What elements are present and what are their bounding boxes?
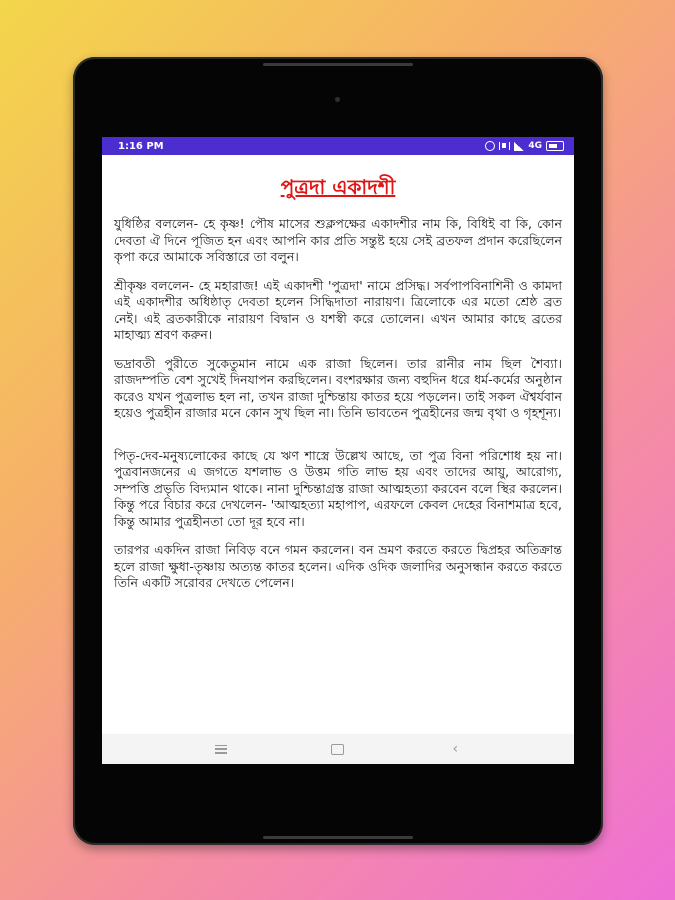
vibrate-icon — [499, 142, 510, 150]
article-content[interactable] — [102, 155, 574, 731]
status-bar — [102, 137, 574, 155]
status-icons — [485, 141, 564, 151]
navigation-bar — [102, 734, 574, 764]
back-button[interactable] — [440, 741, 470, 757]
tablet-top-bezel — [263, 63, 413, 66]
device-screen — [102, 137, 574, 764]
article-paragraph: ভদ্রাবতী পুরীতে সুকেতুমান নামে এক রাজা ছিলেন। তার রানীর নাম ছিল শৈব্যা। রাজদম্পতি বেশ সুখেই দিনযাপন করছিলেন। বংশরক্ষার জন্য বহুদিন ধরে ধর্ম-কর্মের অনুষ্ঠান করেও যখন পুত্রলাভ হল না, তখন রাজা দুশ্চিন্তায় কাতর হয়ে পড়লেন। তাই সকল ঐশ্বর্যবান হয়েও পুত্রহীন রাজার মনে কোন সুখ ছিল না। তিনি ভাবতেন পুত্রহীনের জন্ম বৃথা ও গৃহশূন্য। — [114, 355, 562, 420]
article-title: পুত্রদা একাদশী — [280, 175, 396, 199]
article-paragraph: তারপর একদিন রাজা নিবিড় বনে গমন করলেন। বন ভ্রমণ করতে করতে দ্বিপ্রহর অতিক্রান্ত হলে রাজা ক্ষুধা-তৃষ্ণায় অত্যন্ত কাতর হলেন। এদিক ওদিক জলাদির অনুসন্ধান করতে করতে তিনি একটি সরোবর দেখতে পেলেন। — [114, 542, 562, 590]
alarm-icon — [485, 141, 495, 151]
back-icon: ‹ — [452, 741, 459, 757]
network-type: 4G — [528, 141, 542, 151]
recents-icon — [215, 745, 227, 754]
signal-icon — [514, 142, 524, 151]
status-time: 1:16 PM — [118, 140, 164, 152]
tablet-frame — [73, 57, 603, 845]
article-paragraph: শ্রীকৃষ্ণ বললেন- হে মহারাজ! এই একাদশী 'পুত্রদা' নামে প্রসিদ্ধ। সর্বপাপবিনাশিনী ও কামদা এই একাদশীর অধিষ্ঠাতৃ দেবতা হলেন সিদ্ধিদাতা নারায়ণ। ত্রিলোকে এর মতো শ্রেষ্ঠ ব্রত নেই। এই ব্রতকারীকে নারায়ণ বিদ্বান ও যশস্বী করে তোলেন। এখন আমার কাছে ব্রতের মাহাত্ম্য শ্রবণ করুন। — [114, 277, 562, 342]
home-icon — [331, 744, 344, 755]
recents-button[interactable] — [206, 745, 236, 754]
article-paragraph: পিতৃ-দেব-মনুষ্যলোকের কাছে যে ঋণ শাস্ত্রে উল্লেখ আছে, তা পুত্র বিনা পরিশোধ হয় না। পুত্রবানজনের এ জগতে যশলাভ ও উত্তম গতি লাভ হয় এবং তাদের আয়ু, আরোগ্য, সম্পত্তি প্রভৃতি বিদ্যমান থাকে। নানা দুশ্চিন্তাগ্রস্ত রাজা আত্মহত্যা করবেন বলে স্থির করলেন। কিন্তু পরে বিচার করে দেখলেন- 'আত্মহত্যা মহাপাপ, এরফলে কেবল দেহের বিনাশমাত্র হবে, কিন্তু আমার পুত্রহীনতা তো দূর হবে না। — [114, 447, 562, 529]
article-paragraph: যুধিষ্ঠির বললেন- হে কৃষ্ণ! পৌষ মাসের শুক্লপক্ষের একাদশীর নাম কি, বিধিই বা কি, কোন দেবতা ঐ দিনে পূজিত হন এবং আপনি কার প্রতি সন্তুষ্ট হয়ে সেই ব্রতফল প্রদান করেছিলেন কৃপা করে আমাকে সবিস্তারে তা বলুন। — [114, 216, 562, 264]
tablet-bottom-bezel — [263, 836, 413, 839]
front-camera — [335, 97, 340, 102]
home-button[interactable] — [323, 744, 353, 755]
battery-icon — [546, 141, 564, 151]
